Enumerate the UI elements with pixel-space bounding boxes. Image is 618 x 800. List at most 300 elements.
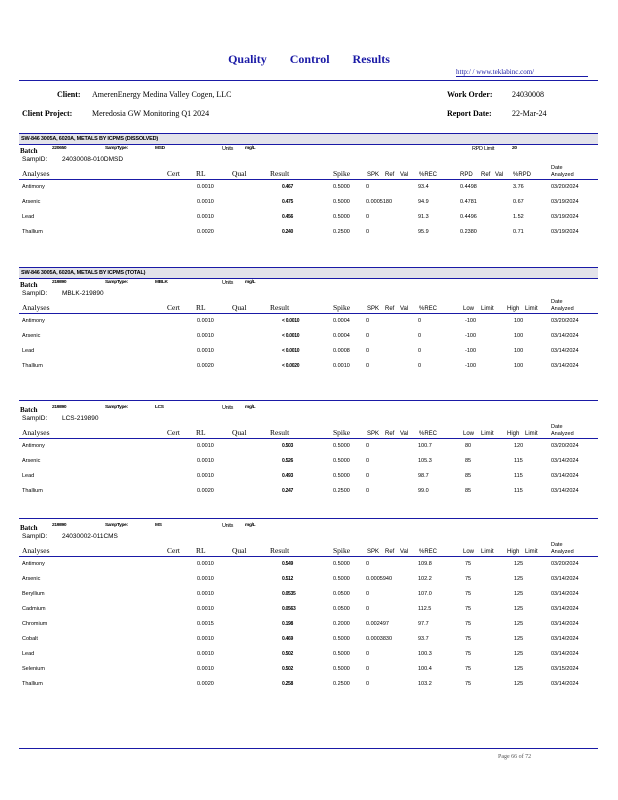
units-value: mg/L: [245, 523, 256, 528]
url-underline: [456, 76, 588, 77]
analyte-name: Lead: [22, 651, 35, 657]
result-value: < 0.0010: [282, 348, 300, 354]
column-analyzed: Analyzed: [551, 430, 574, 437]
high-limit-value: 115: [514, 488, 523, 494]
result-value: 0.467: [282, 184, 294, 190]
rec-value: 0: [418, 333, 422, 339]
batch-label: Batch: [20, 406, 38, 414]
high-limit-value: 125: [514, 621, 524, 627]
table-row: [19, 602, 598, 617]
column-low_limit: Limit: [481, 306, 494, 312]
result-value: < 0.0010: [282, 333, 300, 339]
sampid-value: 24030002-011CMS: [62, 533, 118, 540]
result-value: 0.512: [282, 576, 294, 582]
rl-value: 0.0010: [197, 458, 214, 464]
low-limit-value: 85: [465, 458, 472, 464]
column-rpd_ref: Ref: [481, 172, 491, 178]
table-row: [19, 359, 598, 374]
column-ref: Ref: [385, 549, 395, 555]
rpd-limit-value: 20: [512, 146, 517, 151]
rec-value: 93.7: [418, 636, 429, 642]
spk-ref-value: 0: [366, 229, 370, 235]
spike-value: 0.2000: [333, 621, 350, 627]
report-date-label: Report Date:: [447, 109, 492, 118]
spk-ref-value: 0: [366, 443, 370, 449]
column-header: [19, 166, 598, 180]
column-spk: SPK: [367, 306, 380, 312]
analyte-name: Arsenic: [22, 576, 41, 582]
column-rpd: RPD: [460, 172, 473, 178]
column-rec: %REC: [419, 549, 438, 555]
samptype-value: LCS: [155, 405, 164, 410]
spike-value: 0.5000: [333, 199, 350, 205]
low-limit-value: 80: [465, 443, 472, 449]
spk-ref-value: 0: [366, 681, 370, 687]
column-qual: Qual: [232, 303, 247, 312]
spike-value: 0.0008: [333, 348, 350, 354]
analyte-name: Arsenic: [22, 199, 41, 205]
spk-ref-value: 0: [366, 666, 370, 672]
date-analyzed-value: 03/14/2024: [551, 488, 579, 494]
date-analyzed-value: 03/14/2024: [551, 606, 579, 612]
spike-value: 0.0010: [333, 363, 350, 369]
rec-value: 97.7: [418, 621, 429, 627]
page-title: [0, 52, 618, 67]
analyte-name: Thallium: [22, 488, 43, 494]
column-analyzed: Analyzed: [551, 548, 574, 555]
column-high: High: [507, 549, 520, 555]
batch-value: 219890: [52, 405, 67, 410]
high-limit-value: 100: [514, 318, 524, 324]
table-row: [19, 662, 598, 677]
analyte-name: Lead: [22, 214, 35, 220]
spike-value: 0.2500: [333, 229, 350, 235]
high-limit-value: 125: [514, 576, 524, 582]
qc-section: [19, 518, 598, 692]
column-qual: Qual: [232, 169, 247, 178]
column-header: [19, 425, 598, 439]
column-header: [19, 300, 598, 314]
rec-value: 94.9: [418, 199, 429, 205]
sampid-value: LCS-219890: [62, 415, 99, 422]
spike-value: 0.5000: [333, 666, 350, 672]
column-date: Date: [551, 542, 563, 548]
batch-line: [19, 145, 598, 155]
spk-ref-value: 0: [366, 591, 370, 597]
column-rl: RL: [196, 428, 206, 437]
analyte-name: Cobalt: [22, 636, 38, 642]
table-row: [19, 180, 598, 195]
column-analyses: Analyses: [22, 303, 50, 312]
result-value: 0.258: [282, 681, 294, 687]
analyte-name: Beryllium: [22, 591, 45, 597]
column-high: High: [507, 306, 520, 312]
rl-value: 0.0010: [197, 651, 214, 657]
units-label: Units: [222, 280, 234, 286]
analyte-name: Antimony: [22, 318, 45, 324]
table-row: [19, 632, 598, 647]
report-date-value: 22-Mar-24: [512, 109, 547, 118]
column-date: Date: [551, 165, 563, 171]
low-limit-value: 75: [465, 636, 472, 642]
column-rl: RL: [196, 169, 206, 178]
rpd-ref-value: 0.4781: [460, 199, 477, 205]
client-label: Client:: [57, 90, 81, 99]
high-limit-value: 125: [514, 666, 524, 672]
units-value: mg/L: [245, 405, 256, 410]
rl-value: 0.0020: [197, 229, 214, 235]
rpd-ref-value: 0.4496: [460, 214, 477, 220]
column-spk: SPK: [367, 431, 380, 437]
date-analyzed-value: 03/20/2024: [551, 443, 579, 449]
column-pct_rpd: %RPD: [513, 172, 532, 178]
spike-value: 0.5000: [333, 184, 350, 190]
column-date: Date: [551, 299, 563, 305]
rec-value: 105.3: [418, 458, 432, 464]
units-label: Units: [222, 405, 234, 411]
sampid-value: MBLK-219890: [62, 290, 104, 297]
column-analyses: Analyses: [22, 169, 50, 178]
spk-ref-value: 0: [366, 651, 370, 657]
rl-value: 0.0010: [197, 184, 214, 190]
table-row: [19, 587, 598, 602]
sampid-label: SampID:: [22, 156, 48, 163]
result-value: 0.469: [282, 636, 294, 642]
rec-value: 99.0: [418, 488, 429, 494]
column-date-analyzed: [551, 165, 574, 178]
rl-value: 0.0010: [197, 636, 214, 642]
rec-value: 100.3: [418, 651, 432, 657]
title-word: Control: [289, 52, 330, 66]
sampid-label: SampID:: [22, 415, 48, 422]
column-spk: SPK: [367, 549, 380, 555]
date-analyzed-value: 03/14/2024: [551, 333, 579, 339]
rec-value: 100.7: [418, 443, 432, 449]
column-ref: Ref: [385, 172, 395, 178]
spk-ref-value: 0: [366, 184, 370, 190]
spk-ref-value: 0: [366, 488, 370, 494]
date-analyzed-value: 03/14/2024: [551, 621, 579, 627]
analyte-name: Thallium: [22, 229, 43, 235]
rl-value: 0.0010: [197, 606, 214, 612]
spike-value: 0.5000: [333, 473, 350, 479]
result-value: 0.549: [282, 561, 294, 567]
column-val: Val: [400, 172, 409, 178]
spike-value: 0.0500: [333, 606, 350, 612]
spike-value: 0.2500: [333, 488, 350, 494]
column-val: Val: [400, 306, 409, 312]
rec-value: 102.2: [418, 576, 432, 582]
spk-ref-value: 0.0003830: [366, 636, 392, 642]
spike-value: 0.0004: [333, 333, 350, 339]
date-analyzed-value: 03/19/2024: [551, 214, 579, 220]
batch-value: 219890: [52, 523, 67, 528]
spk-ref-value: 0: [366, 473, 370, 479]
rec-value: 93.4: [418, 184, 429, 190]
column-header: [19, 543, 598, 557]
spike-value: 0.5000: [333, 214, 350, 220]
table-row: [19, 469, 598, 484]
result-value: 0.493: [282, 473, 294, 479]
column-ref: Ref: [385, 431, 395, 437]
rl-value: 0.0020: [197, 363, 214, 369]
column-date-analyzed: [551, 299, 574, 312]
table-row: [19, 225, 598, 240]
result-value: 0.240: [282, 229, 294, 235]
batch-line: [19, 404, 598, 414]
batch-line: [19, 522, 598, 532]
column-qual: Qual: [232, 546, 247, 555]
column-analyses: Analyses: [22, 428, 50, 437]
spk-ref-value: 0.0005940: [366, 576, 392, 582]
header-rule: [19, 80, 598, 81]
analyte-name: Antimony: [22, 184, 45, 190]
units-label: Units: [222, 146, 234, 152]
column-date-analyzed: [551, 542, 574, 555]
table-row: [19, 677, 598, 692]
table-row: [19, 647, 598, 662]
rec-value: 112.5: [418, 606, 432, 612]
column-result: Result: [270, 428, 290, 437]
column-high_limit: Limit: [525, 431, 538, 437]
column-low: Low: [463, 431, 475, 437]
date-analyzed-value: 03/20/2024: [551, 184, 579, 190]
table-row: [19, 210, 598, 225]
units-value: mg/L: [245, 280, 256, 285]
column-qual: Qual: [232, 428, 247, 437]
result-value: 0.456: [282, 214, 294, 220]
analyte-name: Antimony: [22, 443, 45, 449]
work-order-value: 24030008: [512, 90, 544, 99]
column-date: Date: [551, 424, 563, 430]
low-limit-value: -100: [465, 348, 477, 354]
spk-ref-value: 0: [366, 333, 370, 339]
table-row: [19, 572, 598, 587]
result-value: 0.0563: [282, 606, 296, 612]
date-analyzed-value: 03/14/2024: [551, 363, 579, 369]
low-limit-value: -100: [465, 318, 477, 324]
analyte-name: Lead: [22, 473, 35, 479]
qc-section: [19, 133, 598, 240]
rpd-value: 0.67: [513, 199, 524, 205]
column-high: High: [507, 431, 520, 437]
spk-ref-value: 0: [366, 561, 370, 567]
column-rpd_val: Val: [495, 172, 504, 178]
spike-value: 0.0500: [333, 591, 350, 597]
column-analyses: Analyses: [22, 546, 50, 555]
spk-ref-value: 0: [366, 363, 370, 369]
analyte-name: Thallium: [22, 363, 43, 369]
rl-value: 0.0010: [197, 333, 214, 339]
date-analyzed-value: 03/14/2024: [551, 348, 579, 354]
high-limit-value: 125: [514, 651, 524, 657]
high-limit-value: 115: [514, 473, 523, 479]
rec-value: 98.7: [418, 473, 429, 479]
rpd-ref-value: 0.2380: [460, 229, 477, 235]
column-result: Result: [270, 169, 290, 178]
samptype-value: MS: [155, 523, 162, 528]
column-val: Val: [400, 431, 409, 437]
rl-value: 0.0010: [197, 318, 214, 324]
date-analyzed-value: 03/20/2024: [551, 318, 579, 324]
rl-value: 0.0010: [197, 591, 214, 597]
spk-ref-value: 0: [366, 606, 370, 612]
qc-section: [19, 267, 598, 374]
high-limit-value: 125: [514, 606, 524, 612]
project-label: Client Project:: [22, 109, 73, 118]
column-date-analyzed: [551, 424, 574, 437]
column-rl: RL: [196, 546, 206, 555]
spk-ref-value: 0.002497: [366, 621, 389, 627]
column-high_limit: Limit: [525, 306, 538, 312]
analyte-name: Arsenic: [22, 458, 41, 464]
date-analyzed-value: 03/19/2024: [551, 199, 579, 205]
date-analyzed-value: 03/19/2024: [551, 229, 579, 235]
rpd-limit-label: RPD Limit: [472, 146, 495, 152]
rec-value: 91.3: [418, 214, 429, 220]
table-row: [19, 484, 598, 499]
samptype-value: MBLK: [155, 280, 168, 285]
samptype-label: SampType:: [105, 146, 128, 151]
column-cert: Cert: [167, 303, 180, 312]
page-number: Page 66 of 72: [498, 754, 532, 760]
low-limit-value: 85: [465, 473, 472, 479]
spike-value: 0.5000: [333, 576, 350, 582]
column-high_limit: Limit: [525, 549, 538, 555]
column-result: Result: [270, 546, 290, 555]
low-limit-value: 75: [465, 591, 472, 597]
high-limit-value: 120: [514, 443, 524, 449]
date-analyzed-value: 03/14/2024: [551, 576, 579, 582]
analyte-name: Arsenic: [22, 333, 41, 339]
low-limit-value: 75: [465, 621, 472, 627]
rl-value: 0.0010: [197, 214, 214, 220]
high-limit-value: 125: [514, 591, 524, 597]
spike-value: 0.5000: [333, 636, 350, 642]
lab-url-link[interactable]: http:/ / www.teklabinc.com/: [456, 68, 535, 76]
spk-ref-value: 0: [366, 214, 370, 220]
client-value: AmerenEnergy Medina Valley Cogen, LLC: [92, 90, 232, 99]
column-low: Low: [463, 306, 475, 312]
rl-value: 0.0010: [197, 443, 214, 449]
high-limit-value: 125: [514, 681, 524, 687]
section-title: SW-846 3005A, 6020A, METALS BY ICPMS (TOTAL): [19, 267, 598, 279]
rl-value: 0.0020: [197, 488, 214, 494]
samptype-label: SampType:: [105, 405, 128, 410]
column-analyzed: Analyzed: [551, 305, 574, 312]
rec-value: 107.0: [418, 591, 432, 597]
units-label: Units: [222, 523, 234, 529]
table-row: [19, 329, 598, 344]
sampid-label: SampID:: [22, 533, 48, 540]
column-rl: RL: [196, 303, 206, 312]
analyte-name: Thallium: [22, 681, 43, 687]
sampid-label: SampID:: [22, 290, 48, 297]
rl-value: 0.0020: [197, 681, 214, 687]
column-cert: Cert: [167, 546, 180, 555]
samptype-value: MSD: [155, 146, 165, 151]
samptype-label: SampType:: [105, 523, 128, 528]
batch-label: Batch: [20, 281, 38, 289]
result-value: 0.503: [282, 443, 294, 449]
column-rec: %REC: [419, 172, 438, 178]
spike-value: 0.5000: [333, 651, 350, 657]
batch-label: Batch: [20, 147, 38, 155]
result-value: < 0.0010: [282, 318, 300, 324]
table-row: [19, 439, 598, 454]
low-limit-value: 75: [465, 576, 472, 582]
column-spk: SPK: [367, 172, 380, 178]
table-row: [19, 557, 598, 572]
low-limit-value: 75: [465, 666, 472, 672]
result-value: 0.247: [282, 488, 294, 494]
date-analyzed-value: 03/20/2024: [551, 561, 579, 567]
date-analyzed-value: 03/14/2024: [551, 473, 579, 479]
table-row: [19, 617, 598, 632]
rec-value: 0: [418, 318, 422, 324]
batch-value: 220650: [52, 146, 67, 151]
column-spike: Spike: [333, 303, 351, 312]
sampid-line: [19, 289, 598, 300]
low-limit-value: 75: [465, 681, 472, 687]
table-row: [19, 314, 598, 329]
high-limit-value: 100: [514, 348, 524, 354]
high-limit-value: 125: [514, 561, 524, 567]
date-analyzed-value: 03/14/2024: [551, 651, 579, 657]
rl-value: 0.0010: [197, 561, 214, 567]
spike-value: 0.5000: [333, 443, 350, 449]
column-val: Val: [400, 549, 409, 555]
rl-value: 0.0010: [197, 473, 214, 479]
spk-ref-value: 0: [366, 318, 370, 324]
section-title: SW-846 3005A, 6020A, METALS BY ICPMS (DISSOLVED): [19, 133, 598, 145]
column-spike: Spike: [333, 546, 351, 555]
rpd-value: 0.71: [513, 229, 524, 235]
sampid-line: [19, 155, 598, 166]
column-low_limit: Limit: [481, 431, 494, 437]
low-limit-value: 75: [465, 561, 472, 567]
column-cert: Cert: [167, 169, 180, 178]
samptype-label: SampType:: [105, 280, 128, 285]
column-spike: Spike: [333, 169, 351, 178]
analyte-name: Cadmium: [22, 606, 46, 612]
column-result: Result: [270, 303, 290, 312]
analyte-name: Antimony: [22, 561, 45, 567]
batch-line: [19, 279, 598, 289]
units-value: mg/L: [245, 146, 256, 151]
result-value: 0.526: [282, 458, 294, 464]
rl-value: 0.0015: [197, 621, 214, 627]
rl-value: 0.0010: [197, 666, 214, 672]
column-rec: %REC: [419, 431, 438, 437]
date-analyzed-value: 03/14/2024: [551, 458, 579, 464]
rl-value: 0.0010: [197, 199, 214, 205]
high-limit-value: 115: [514, 458, 523, 464]
rec-value: 100.4: [418, 666, 432, 672]
result-value: 0.0535: [282, 591, 296, 597]
spk-ref-value: 0: [366, 348, 370, 354]
table-row: [19, 454, 598, 469]
analyte-name: Lead: [22, 348, 35, 354]
date-analyzed-value: 03/14/2024: [551, 591, 579, 597]
table-row: [19, 344, 598, 359]
batch-value: 219890: [52, 280, 67, 285]
column-low_limit: Limit: [481, 549, 494, 555]
rpd-value: 3.76: [513, 184, 524, 190]
title-word: Quality: [228, 52, 267, 66]
table-row: [19, 195, 598, 210]
result-value: 0.198: [282, 621, 294, 627]
